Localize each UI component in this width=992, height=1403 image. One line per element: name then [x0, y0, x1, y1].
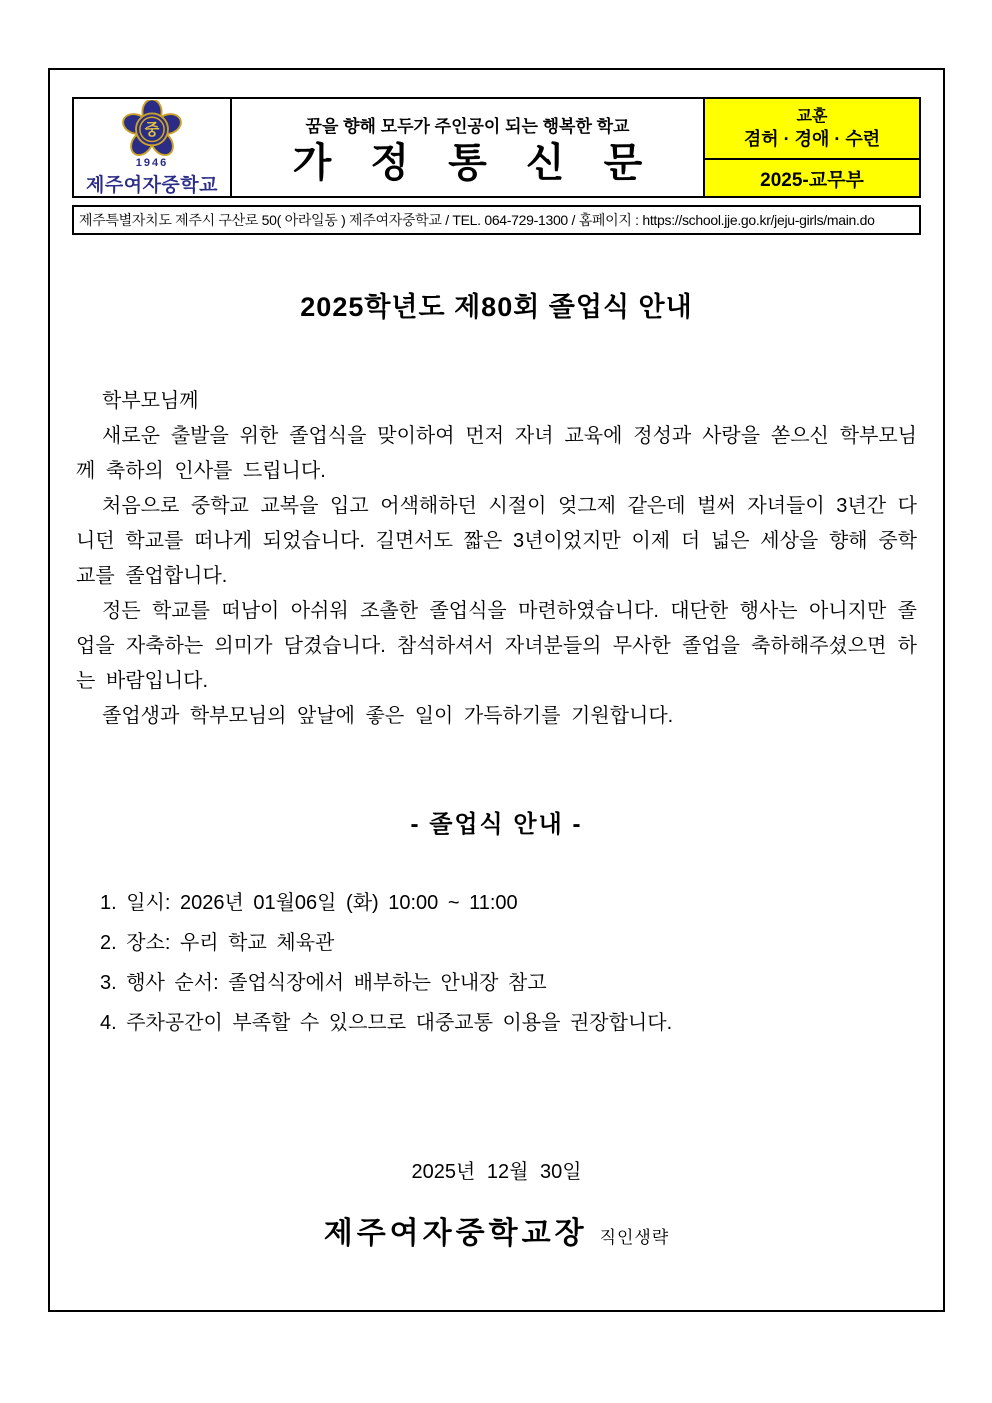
motto-label: 교훈	[796, 107, 828, 125]
school-logo-cell	[74, 99, 232, 196]
notice-item-parking: 4. 주차공간이 부족할 수 있으므로 대중교통 이용을 권장합니다.	[100, 1012, 673, 1034]
document-number: 2025-교무부	[705, 160, 919, 196]
paragraph-1: 새로운 출발을 위한 졸업식을 맞이하여 먼저 자녀 교육에 정성과 사랑을 쏟으신 학부모님께 축하의 인사를 드립니다.	[76, 425, 917, 482]
seal-omitted-note: 직인생략	[599, 1228, 670, 1247]
issue-date: 2025년 12월 30일	[411, 1161, 582, 1183]
school-emblem-icon	[120, 100, 184, 160]
newsletter-title: 가 정 통 신 문	[292, 141, 657, 185]
letter-body	[72, 384, 921, 734]
document-title: 2025학년도 제80회 졸업식 안내	[300, 292, 693, 322]
signature-line	[72, 1208, 921, 1252]
section-title-graduation-info: - 졸업식 안내 -	[410, 811, 583, 838]
header-title-cell	[232, 99, 703, 196]
header-right-column	[703, 99, 919, 196]
paragraph-3: 정든 학교를 떠남이 아쉬워 조촐한 졸업식을 마련하였습니다. 대단한 행사는 아니지만 졸업을 자축하는 의미가 담겼습니다. 참석하셔서 자녀분들의 무사한 졸업을 축하해주셨으면 하는 바람입니다.	[76, 600, 917, 692]
motto-box	[705, 99, 919, 160]
paragraph-greeting: 학부모님께	[102, 390, 199, 412]
notice-item-location: 2. 장소: 우리 학교 체육관	[100, 932, 335, 954]
school-address-bar: 제주특별자치도 제주시 구산로 50( 아라일동 ) 제주여자중학교 / TEL. 064-729-1300 / 홈페이지 : https://school.jje.go.kr/jeju-girls/main.do	[72, 205, 921, 235]
founded-year: 1946	[135, 157, 169, 169]
page-content	[50, 70, 943, 1252]
motto-text: 겸허 · 경애 · 수련	[743, 128, 881, 149]
school-name: 제주여자중학교	[86, 175, 218, 196]
notice-item-program: 3. 행사 순서: 졸업식장에서 배부하는 안내장 참고	[100, 972, 547, 994]
page-border	[48, 68, 945, 1312]
principal-signature: 제주여자중학교장	[323, 1217, 588, 1250]
notice-item-datetime: 1. 일시: 2026년 01월06일 (화) 10:00 ~ 11:00	[100, 892, 518, 914]
notice-list	[100, 883, 921, 1043]
paragraph-2: 처음으로 중학교 교복을 입고 어색해하던 시절이 엊그제 같은데 벌써 자녀들이 3년간 다니던 학교를 떠나게 되었습니다. 길면서도 짧은 3년이었지만 이제 더 넓은 세상을 향해 중학교를 졸업합니다.	[76, 495, 917, 587]
header-table	[72, 97, 921, 198]
paragraph-4: 졸업생과 학부모님의 앞날에 좋은 일이 가득하기를 기원합니다.	[102, 705, 674, 727]
emblem-character: 중	[144, 121, 160, 139]
school-slogan: 꿈을 향해 모두가 주인공이 되는 행복한 학교	[305, 117, 630, 136]
